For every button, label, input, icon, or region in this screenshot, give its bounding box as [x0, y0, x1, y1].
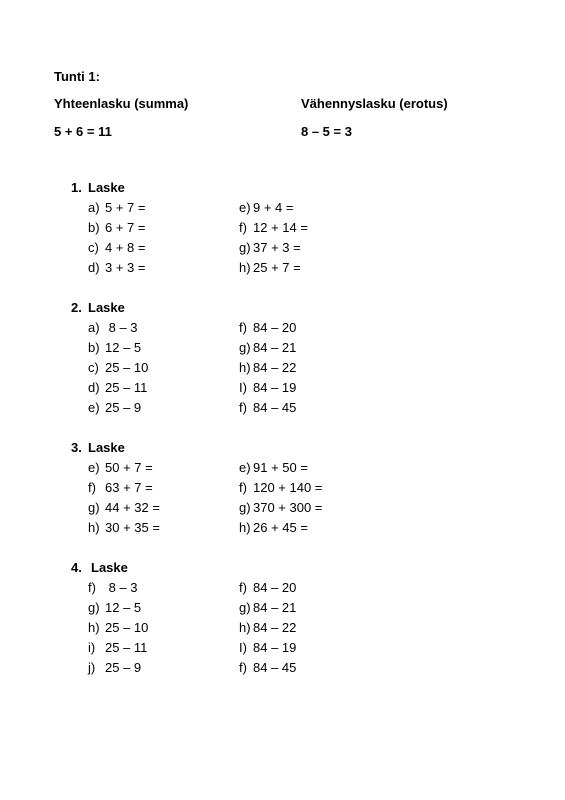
exercise-item: [88, 320, 138, 336]
exercise-item: [239, 320, 296, 336]
item-expression: 25 – 9: [105, 660, 142, 675]
item-label: h): [239, 620, 251, 635]
item-label: I): [239, 640, 247, 655]
item-expression: 84 – 20: [253, 580, 297, 595]
item-label: a): [88, 200, 100, 215]
item-label: f): [239, 400, 247, 415]
item-label: f): [239, 480, 247, 495]
item-label: c): [88, 360, 99, 375]
item-expression: 25 – 10: [105, 360, 149, 375]
item-label: j): [88, 660, 96, 675]
item-label: f): [88, 480, 96, 495]
exercise-item: [239, 600, 296, 616]
subtraction-example: 8 – 5 = 3: [301, 124, 352, 139]
item-label: h): [88, 520, 100, 535]
item-expression: 25 – 10: [105, 620, 149, 635]
item-expression: 370 + 300 =: [253, 500, 323, 515]
item-expression: 120 + 140 =: [253, 480, 323, 495]
exercise-item: [239, 520, 308, 536]
exercise-number: 1.: [71, 180, 82, 195]
item-label: h): [239, 520, 251, 535]
item-label: g): [239, 600, 251, 615]
exercise-item: [88, 620, 148, 636]
item-label: e): [239, 200, 251, 215]
exercise-item: [239, 360, 296, 376]
exercise-item: [88, 580, 138, 596]
exercise-item: [239, 260, 301, 276]
exercise-item: [239, 240, 301, 256]
exercise-item: [239, 660, 296, 676]
exercise-item: [239, 380, 296, 396]
exercise-title: Laske: [88, 180, 125, 195]
item-expression: 8 – 3: [105, 320, 138, 335]
exercise-item: [88, 220, 145, 236]
item-label: b): [88, 220, 100, 235]
exercise-item: [88, 260, 145, 276]
item-expression: 12 – 5: [105, 340, 142, 355]
lesson-heading: Tunti 1:: [54, 69, 100, 84]
item-expression: 3 + 3 =: [105, 260, 146, 275]
item-label: g): [239, 500, 251, 515]
exercise-item: [239, 220, 308, 236]
exercise-item: [88, 520, 160, 536]
item-expression: 84 – 22: [253, 620, 297, 635]
addition-topic: Yhteenlasku (summa): [54, 96, 189, 111]
exercise-item: [88, 460, 153, 476]
item-expression: 84 – 21: [253, 600, 297, 615]
exercise-item: [88, 200, 145, 216]
item-label: h): [239, 260, 251, 275]
item-label: b): [88, 340, 100, 355]
item-label: h): [88, 620, 100, 635]
item-label: f): [239, 660, 247, 675]
item-expression: 26 + 45 =: [253, 520, 308, 535]
item-expression: 63 + 7 =: [105, 480, 153, 495]
item-expression: 37 + 3 =: [253, 240, 301, 255]
item-expression: 91 + 50 =: [253, 460, 308, 475]
addition-example: 5 + 6 = 11: [54, 124, 112, 139]
exercise-item: [239, 480, 322, 496]
item-expression: 30 + 35 =: [105, 520, 160, 535]
item-expression: 84 – 19: [253, 640, 297, 655]
exercise-item: [88, 360, 148, 376]
item-label: d): [88, 380, 100, 395]
item-label: e): [88, 460, 100, 475]
item-label: d): [88, 260, 100, 275]
item-expression: 50 + 7 =: [105, 460, 153, 475]
exercise-number: 2.: [71, 300, 82, 315]
exercise-item: [239, 640, 296, 656]
item-label: g): [239, 240, 251, 255]
item-expression: 25 – 11: [105, 640, 148, 655]
item-label: e): [88, 400, 100, 415]
item-label: f): [239, 580, 247, 595]
item-label: I): [239, 380, 247, 395]
item-label: c): [88, 240, 99, 255]
item-expression: 44 + 32 =: [105, 500, 160, 515]
item-label: h): [239, 360, 251, 375]
exercise-title: Laske: [88, 440, 125, 455]
item-expression: 25 – 11: [105, 380, 148, 395]
item-label: g): [239, 340, 251, 355]
item-expression: 8 – 3: [105, 580, 138, 595]
item-label: f): [88, 580, 96, 595]
exercise-item: [88, 380, 147, 396]
item-expression: 84 – 19: [253, 380, 297, 395]
exercise-item: [239, 400, 296, 416]
exercise-item: [239, 200, 293, 216]
exercise-item: [88, 660, 141, 676]
item-label: i): [88, 640, 96, 655]
item-expression: 25 + 7 =: [253, 260, 301, 275]
item-expression: 9 + 4 =: [253, 200, 294, 215]
exercise-number: 3.: [71, 440, 82, 455]
item-expression: 5 + 7 =: [105, 200, 146, 215]
item-expression: 6 + 7 =: [105, 220, 146, 235]
exercise-title: Laske: [91, 560, 128, 575]
exercise-item: [239, 500, 322, 516]
exercise-item: [239, 340, 296, 356]
item-expression: 84 – 22: [253, 360, 297, 375]
item-label: f): [239, 320, 247, 335]
item-expression: 4 + 8 =: [105, 240, 146, 255]
item-label: a): [88, 320, 100, 335]
exercise-item: [88, 640, 147, 656]
item-label: g): [88, 500, 100, 515]
exercise-item: [239, 460, 308, 476]
exercise-title: Laske: [88, 300, 125, 315]
item-expression: 25 – 9: [105, 400, 142, 415]
item-expression: 12 – 5: [105, 600, 142, 615]
exercise-number: 4.: [71, 560, 82, 575]
exercise-item: [88, 500, 160, 516]
subtraction-topic: Vähennyslasku (erotus): [301, 96, 448, 111]
exercise-item: [239, 580, 296, 596]
item-expression: 84 – 21: [253, 340, 297, 355]
item-label: f): [239, 220, 247, 235]
exercise-item: [88, 480, 153, 496]
item-expression: 84 – 45: [253, 660, 297, 675]
exercise-item: [88, 340, 141, 356]
item-expression: 84 – 20: [253, 320, 297, 335]
item-expression: 84 – 45: [253, 400, 297, 415]
item-label: e): [239, 460, 251, 475]
item-expression: 12 + 14 =: [253, 220, 308, 235]
exercise-item: [239, 620, 296, 636]
exercise-item: [88, 240, 145, 256]
item-label: g): [88, 600, 100, 615]
exercise-item: [88, 400, 141, 416]
exercise-item: [88, 600, 141, 616]
